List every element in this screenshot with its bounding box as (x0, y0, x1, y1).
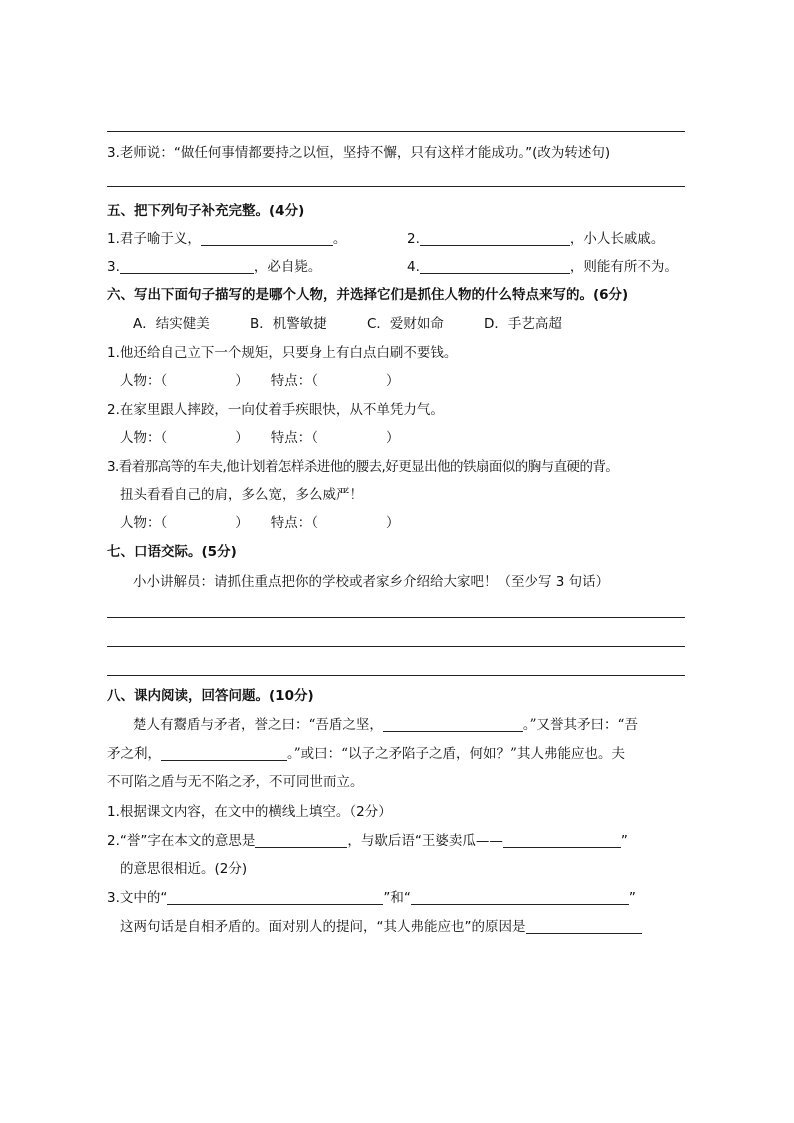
q2-text: 2.“誉”字在本文的意思是 (107, 833, 256, 849)
section-6-title: 六、写出下面句子描写的是哪个人物，并选择它们是抓住人物的什么特点来写的。(6分) (107, 287, 629, 303)
trait-close: ） (386, 373, 400, 389)
trait-label: 特点：（ (270, 373, 318, 389)
passage-text: 。”又誉其矛曰：“吾 (522, 717, 638, 733)
s5-item-2-prefix: 2. (407, 231, 420, 247)
fill-blank[interactable] (201, 231, 333, 246)
trait-close: ） (386, 515, 400, 531)
answer-line[interactable] (107, 646, 685, 647)
s5-item-1-prefix: 1.君子喻于义， (107, 231, 201, 247)
q2-text: ” (620, 833, 628, 849)
passage-line-1 (133, 715, 638, 735)
s5-item-3-suffix: ，必自毙。 (253, 259, 322, 275)
answer-line[interactable] (107, 617, 685, 618)
option-d: D．手艺高超 (484, 316, 562, 332)
s5-item-2-suffix: ，小人长戚戚。 (569, 231, 665, 247)
s5-item-4 (407, 257, 678, 277)
s5-item-1-suffix: 。 (332, 231, 347, 247)
s6-question-3: 3.看着那高等的车夫,他计划着怎样杀进他的腰去,好更显出他的铁扇面似的胸与直硬的背。 (107, 459, 619, 475)
s5-item-2 (407, 229, 664, 249)
s5-item-3-prefix: 3. (107, 259, 120, 275)
q3-text: 3.文中的“ (107, 890, 168, 906)
option-a: A．结实健美 (133, 316, 210, 332)
s6-answer-row-1 (120, 371, 400, 391)
s5-item-3 (107, 257, 321, 277)
fill-blank[interactable] (503, 833, 621, 848)
answer-line[interactable] (107, 131, 685, 132)
person-close: ） (235, 373, 249, 389)
person-label: 人物：（ (120, 430, 168, 446)
q3-text: ”和“ (383, 890, 411, 906)
answer-line[interactable] (107, 186, 685, 187)
q3-text: 这两句话是自相矛盾的。面对别人的提问，“其人弗能应也”的原因是 (120, 919, 526, 935)
fill-blank[interactable] (526, 919, 642, 934)
section-5-title: 五、把下列句子补充完整。(4分) (107, 203, 305, 219)
fill-blank[interactable] (120, 259, 254, 274)
section-7-title: 七、口语交际。(5分) (107, 544, 237, 560)
q3-text: ” (628, 890, 636, 906)
s5-item-4-suffix: ，则能有所不为。 (569, 259, 678, 275)
person-label: 人物：（ (120, 515, 168, 531)
question-3-rewrite: 3.老师说：“做任何事情都要持之以恒，坚持不懈，只有这样才能成功。”(改为转述句) (107, 145, 611, 161)
s6-question-2: 2.在家里跟人摔跤，一向仗着手疾眼快，从不单凭力气。 (107, 402, 444, 418)
passage-line-3: 不可陷之盾与无不陷之矛，不可同世而立。 (107, 774, 364, 790)
s6-options (133, 314, 562, 334)
s5-item-4-prefix: 4. (407, 259, 420, 275)
section-8-title: 八、课内阅读，回答问题。(10分) (107, 688, 314, 704)
trait-label: 特点：（ (270, 515, 318, 531)
fill-blank[interactable] (383, 717, 523, 732)
fill-blank[interactable] (411, 890, 629, 905)
passage-line-2 (107, 744, 625, 764)
person-label: 人物：（ (120, 373, 168, 389)
passage-text: 楚人有鬻盾与矛者，誉之曰：“吾盾之坚， (133, 717, 383, 733)
s5-item-1 (107, 229, 346, 249)
fill-blank[interactable] (420, 259, 570, 274)
person-close: ） (235, 430, 249, 446)
s8-question-2-cont: 的意思很相近。(2分) (120, 861, 248, 877)
q2-text: ，与歇后语“王婆卖瓜—— (347, 833, 503, 849)
passage-text: 。”或曰：“以子之矛陷子之盾，何如？”其人弗能应也。夫 (287, 746, 625, 762)
s8-question-1: 1.根据课文内容，在文中的横线上填空。（2分） (107, 804, 392, 820)
answer-line[interactable] (107, 675, 685, 676)
fill-blank[interactable] (161, 746, 287, 761)
s8-question-3 (107, 888, 636, 908)
s6-answer-row-2 (120, 428, 400, 448)
s6-question-3-cont: 扭头看看自己的肩，多么宽，多么威严！ (120, 487, 363, 503)
trait-label: 特点：（ (270, 430, 318, 446)
trait-close: ） (386, 430, 400, 446)
s7-prompt: 小小讲解员：请抓住重点把你的学校或者家乡介绍给大家吧！（至少写 3 句话） (133, 574, 610, 590)
s6-question-1: 1.他还给自己立下一个规矩，只要身上有白点白刷不要钱。 (107, 345, 458, 361)
s6-answer-row-3 (120, 513, 400, 533)
s8-question-2 (107, 831, 628, 851)
passage-text: 矛之利， (107, 746, 161, 762)
option-c: C．爱财如命 (367, 316, 444, 332)
fill-blank[interactable] (255, 833, 347, 848)
fill-blank[interactable] (420, 231, 570, 246)
fill-blank[interactable] (167, 890, 383, 905)
s8-question-3-cont (120, 917, 642, 937)
option-b: B．机警敏捷 (250, 316, 327, 332)
person-close: ） (235, 515, 249, 531)
